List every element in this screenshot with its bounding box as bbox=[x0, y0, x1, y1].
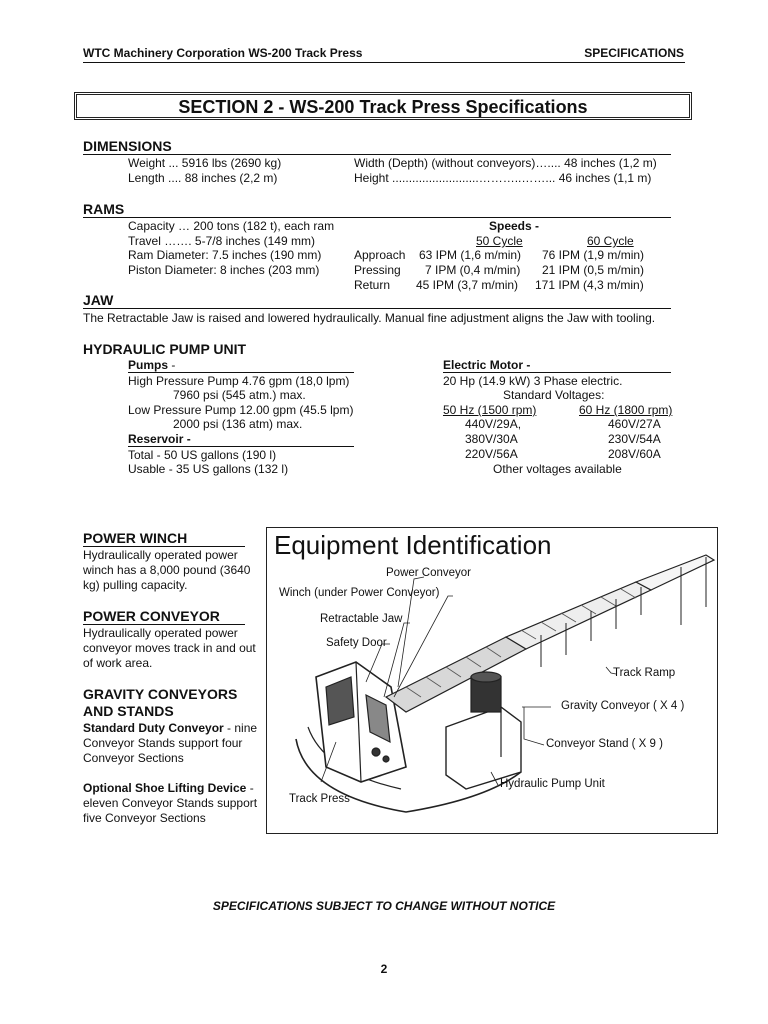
gravity-optional-text: - eleven Conveyor Stands support five Conveyor Sections bbox=[83, 781, 258, 825]
winch-heading: POWER WINCH bbox=[83, 530, 188, 546]
dimensions-length: Length .... 88 inches (2,2 m) bbox=[128, 171, 278, 185]
speed-label: Return bbox=[354, 278, 391, 292]
speed-50: 45 IPM (3,7 m/min) bbox=[416, 278, 519, 292]
reservoir-rule bbox=[128, 446, 354, 447]
speeds-title: Speeds - bbox=[489, 219, 540, 233]
dimensions-heading: DIMENSIONS bbox=[83, 138, 172, 154]
gravity-conveyor-body bbox=[506, 582, 651, 649]
label-retractable-jaw: Retractable Jaw bbox=[320, 613, 403, 625]
hydraulic-heading: HYDRAULIC PUMP UNIT bbox=[83, 341, 247, 357]
conveyor-heading: POWER CONVEYOR bbox=[83, 608, 220, 624]
speed-60: 76 IPM (1,9 m/min) bbox=[542, 248, 645, 262]
hz-60: 60 Hz (1800 rpm) bbox=[579, 403, 673, 417]
gravity-optional bbox=[83, 781, 258, 826]
voltage-60: 460V/27A bbox=[608, 417, 661, 431]
dimensions-weight: Weight ... 5916 lbs (2690 kg) bbox=[128, 156, 282, 170]
section-title: SECTION 2 - WS-200 Track Press Specifications bbox=[178, 97, 588, 117]
label-winch: Winch (under Power Conveyor) bbox=[279, 587, 440, 599]
speeds-60-cycle: 60 Cycle bbox=[587, 234, 634, 248]
low-pressure-max: 2000 psi (136 atm) max. bbox=[173, 417, 303, 431]
page-number: 2 bbox=[380, 962, 388, 976]
footer-notice: SPECIFICATIONS SUBJECT TO CHANGE WITHOUT NOTICE bbox=[212, 899, 556, 913]
high-pressure-max: 7960 psi (545 atm.) max. bbox=[173, 388, 306, 402]
reservoir-title: Reservoir - bbox=[128, 432, 191, 446]
rams-travel: Travel ……. 5-7/8 inches (149 mm) bbox=[128, 234, 315, 248]
voltage-60: 230V/54A bbox=[608, 432, 661, 446]
pumps-dash: - bbox=[168, 358, 176, 372]
rams-rule bbox=[83, 217, 671, 218]
header-left: WTC Machinery Corporation WS-200 Track Press bbox=[83, 46, 363, 60]
label-track-ramp: Track Ramp bbox=[613, 667, 676, 679]
header-rule bbox=[83, 62, 685, 63]
leader-line bbox=[524, 707, 544, 745]
dimensions-width: Width (Depth) (without conveyors)….... 48 inches (1,2 m) bbox=[354, 156, 657, 170]
gravity-heading-2: AND STANDS bbox=[83, 703, 174, 719]
track-ramp bbox=[636, 555, 714, 590]
pumps-title-line bbox=[128, 358, 175, 372]
reservoir-usable: Usable - 35 US gallons (132 l) bbox=[128, 462, 289, 476]
header-right: SPECIFICATIONS bbox=[584, 46, 684, 60]
jaw-heading: JAW bbox=[83, 292, 114, 308]
voltage-50: 440V/29A, bbox=[465, 417, 522, 431]
gravity-heading-1: GRAVITY CONVEYORS bbox=[83, 686, 238, 702]
hydraulic-motor-cap bbox=[471, 672, 501, 682]
jaw-text: The Retractable Jaw is raised and lowered hydraulically. Manual fine adjustment aligns the Jaw with tooling. bbox=[83, 311, 656, 325]
rams-heading: RAMS bbox=[83, 201, 125, 217]
track-press-gauge bbox=[383, 756, 389, 762]
power-conveyor-body bbox=[386, 637, 526, 712]
gravity-standard-text: - nine Conveyor Stands support four Conveyor Sections bbox=[83, 721, 258, 765]
gravity-standard-title: Standard Duty Conveyor bbox=[83, 721, 224, 735]
other-voltages: Other voltages available bbox=[493, 462, 622, 476]
label-gravity-conveyor: Gravity Conveyor ( X 4 ) bbox=[561, 700, 685, 712]
speeds-50-cycle: 50 Cycle bbox=[476, 234, 523, 248]
label-power-conveyor: Power Conveyor bbox=[386, 567, 472, 579]
low-pressure-pump: Low Pressure Pump 12.00 gpm (45.5 lpm) bbox=[128, 403, 354, 417]
label-safety-door: Safety Door bbox=[326, 637, 387, 649]
standard-voltages: Standard Voltages: bbox=[503, 388, 605, 402]
speed-50: 7 IPM (0,4 m/min) bbox=[425, 263, 521, 277]
speed-60: 21 IPM (0,5 m/min) bbox=[542, 263, 645, 277]
speed-60: 171 IPM (4,3 m/min) bbox=[535, 278, 644, 292]
equipment-illustration bbox=[266, 527, 718, 834]
motor-desc: 20 Hp (14.9 kW) 3 Phase electric. bbox=[443, 374, 623, 388]
conveyor-rule bbox=[83, 624, 245, 625]
rams-piston-diameter: Piston Diameter: 8 inches (203 mm) bbox=[128, 263, 320, 277]
gravity-standard bbox=[83, 721, 258, 766]
dimensions-height: Height ..........................………..……... 46 inches (1,1 m) bbox=[354, 171, 652, 185]
section-title-box bbox=[74, 92, 692, 120]
voltage-50: 380V/30A bbox=[465, 432, 518, 446]
track-press-gauge bbox=[372, 748, 380, 756]
hydraulic-pump-unit bbox=[446, 707, 521, 789]
high-pressure-pump: High Pressure Pump 4.76 gpm (18,0 lpm) bbox=[128, 374, 350, 388]
speed-50: 63 IPM (1,6 m/min) bbox=[419, 248, 522, 262]
dimensions-rule bbox=[83, 154, 671, 155]
hz-50: 50 Hz (1500 rpm) bbox=[443, 403, 537, 417]
voltage-60: 208V/60A bbox=[608, 447, 661, 461]
label-hydraulic-pump-unit: Hydraulic Pump Unit bbox=[500, 778, 605, 790]
conveyor-text: Hydraulically operated power conveyor moves track in and out of work area. bbox=[83, 626, 256, 670]
motor-title: Electric Motor - bbox=[443, 358, 531, 372]
winch-rule bbox=[83, 546, 245, 547]
motor-rule bbox=[443, 372, 671, 373]
rams-ram-diameter: Ram Diameter: 7.5 inches (190 mm) bbox=[128, 248, 322, 262]
diagram-title: Equipment Identification bbox=[274, 530, 552, 560]
speed-label: Pressing bbox=[354, 263, 401, 277]
jaw-rule bbox=[83, 308, 671, 309]
voltage-50: 220V/56A bbox=[465, 447, 518, 461]
gravity-optional-title: Optional Shoe Lifting Device bbox=[83, 781, 247, 795]
speed-label: Approach bbox=[354, 248, 406, 262]
label-track-press: Track Press bbox=[289, 793, 350, 805]
label-conveyor-stand: Conveyor Stand ( X 9 ) bbox=[546, 738, 663, 750]
reservoir-total: Total - 50 US gallons (190 l) bbox=[128, 448, 277, 462]
winch-text: Hydraulically operated power winch has a 8,000 pound (3640 kg) pulling capacity. bbox=[83, 548, 251, 592]
rams-capacity: Capacity … 200 tons (182 t), each ram bbox=[128, 219, 335, 233]
pumps-title: Pumps bbox=[128, 358, 169, 372]
pumps-rule bbox=[128, 372, 354, 373]
